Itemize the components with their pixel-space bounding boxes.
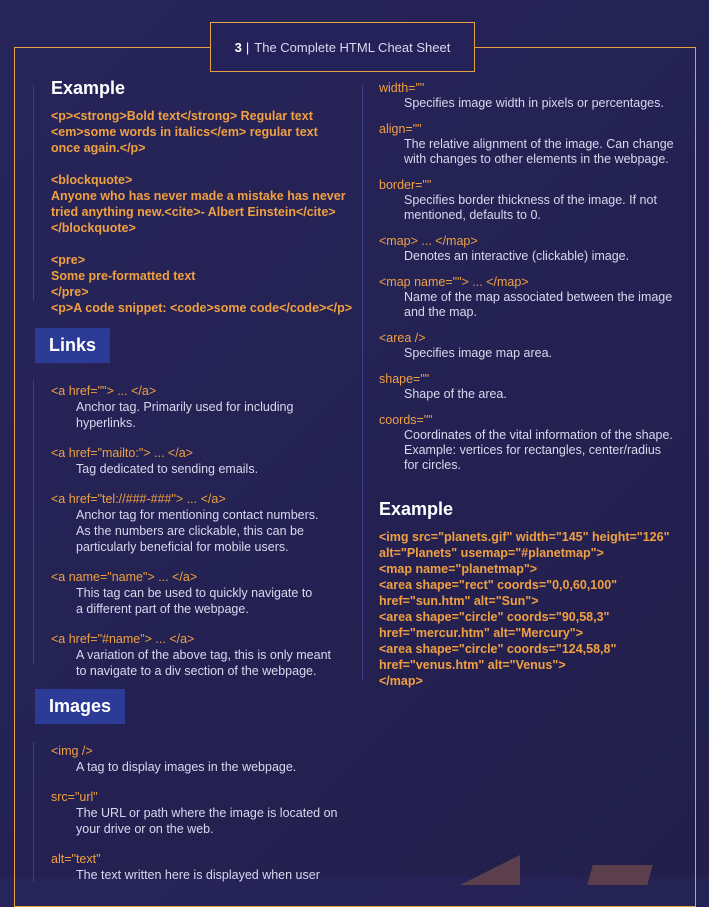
links-list: [51, 383, 351, 693]
code-line: </pre>: [51, 285, 89, 299]
tag-description: [51, 399, 351, 431]
description-line: for circles.: [404, 458, 461, 472]
description-line: Tag dedicated to sending emails.: [76, 462, 259, 476]
description-line: your drive or on the web.: [76, 822, 214, 836]
divider: [33, 380, 34, 665]
tag-name: <img />: [51, 744, 93, 758]
description-line: The URL or path where the image is located on: [76, 806, 338, 820]
description-line: Name of the map associated between the image: [404, 290, 673, 304]
code-line: tried anything new.<cite>- Albert Einstein</cite>: [51, 205, 336, 219]
description-line: and the map.: [404, 305, 477, 319]
description-line: A variation of the above tag, this is only meant: [76, 648, 332, 662]
code-line: [51, 236, 351, 252]
description-line: to navigate to a div section of the webpage.: [76, 664, 317, 678]
divider: [362, 85, 363, 680]
code-line: <img src="planets.gif" width="145" height="126": [379, 530, 670, 544]
example-heading: Example: [51, 78, 126, 98]
tag-name: <a href="tel://###-###"> ... </a>: [51, 492, 226, 506]
code-line: Some pre-formatted text: [51, 269, 196, 283]
description-line: a different part of the webpage.: [76, 602, 249, 616]
page-header: [210, 22, 475, 72]
description-line: Denotes an interactive (clickable) image.: [404, 249, 630, 263]
example-heading: Example: [379, 499, 454, 519]
tag-name: src="url": [51, 790, 98, 804]
decorative-shape: [587, 865, 652, 885]
tag-description: [379, 137, 694, 167]
tag-name: <a href="#name"> ... </a>: [51, 632, 195, 646]
image-attributes-list: [379, 81, 694, 484]
description-line: This tag can be used to quickly navigate to: [76, 586, 313, 600]
tag-name: coords="": [379, 413, 433, 427]
code-line: alt="Planets" usemap="#planetmap">: [379, 546, 604, 560]
description-line: particularly beneficial for mobile users.: [76, 540, 289, 554]
description-line: Anchor tag. Primarily used for including: [76, 400, 294, 414]
tag-description: [51, 867, 351, 883]
tag-name: width="": [379, 81, 425, 95]
description-line: As the numbers are clickable, this can be: [76, 524, 304, 538]
tag-description: [379, 290, 694, 320]
description-line: Anchor tag for mentioning contact numbers.: [76, 508, 319, 522]
description-line: mentioned, defaults to 0.: [404, 208, 541, 222]
tag-name: alt="text": [51, 852, 101, 866]
tag-name: <area />: [379, 331, 426, 345]
tag-name: <a href=""> ... </a>: [51, 384, 157, 398]
code-line: <em>some words in italics</em> regular text: [51, 125, 318, 139]
tag-description: [379, 249, 694, 264]
tag-description: [379, 193, 694, 223]
description-line: hyperlinks.: [76, 416, 136, 430]
code-line: <pre>: [51, 253, 86, 267]
code-line: <area shape="rect" coords="0,0,60,100": [379, 578, 618, 592]
tag-description: [379, 428, 694, 473]
code-line: <p>A code snippet: <code>some code</code></p>: [51, 301, 353, 315]
description-line: The text written here is displayed when user: [76, 868, 320, 882]
description-line: The relative alignment of the image. Can change: [404, 137, 674, 151]
tag-description: [51, 585, 351, 617]
right-example: [379, 501, 694, 689]
description-line: with changes to other elements in the webpage.: [404, 152, 669, 166]
tag-name: <a href="mailto:"> ... </a>: [51, 446, 193, 460]
description-line: Specifies border thickness of the image. If not: [404, 193, 657, 207]
code-line: <area shape="circle" coords="124,58,8": [379, 642, 617, 656]
images-heading: Images: [35, 689, 125, 724]
code-line: </blockquote>: [51, 221, 136, 235]
tag-description: [51, 759, 351, 775]
code-line: </map>: [379, 674, 423, 688]
divider: [33, 85, 34, 300]
tag-description: [379, 387, 694, 402]
divider: [33, 742, 34, 882]
code-line: once again.</p>: [51, 141, 146, 155]
tag-description: [51, 507, 351, 555]
page-title: The Complete HTML Cheat Sheet: [254, 39, 451, 55]
tag-name: align="": [379, 122, 422, 136]
tag-name: border="": [379, 178, 432, 192]
tag-description: [379, 96, 694, 111]
code-line: href="sun.htm" alt="Sun">: [379, 594, 539, 608]
description-line: Specifies image width in pixels or percentages.: [404, 96, 664, 110]
description-line: A tag to display images in the webpage.: [76, 760, 297, 774]
links-heading: Links: [35, 328, 110, 363]
code-line: Anyone who has never made a mistake has never: [51, 189, 346, 203]
description-line: Example: vertices for rectangles, center/radius: [404, 443, 662, 457]
separator: |: [245, 39, 250, 55]
left-example: [51, 80, 351, 316]
description-line: Shape of the area.: [404, 387, 507, 401]
code-line: href="venus.htm" alt="Venus">: [379, 658, 566, 672]
code-line: [51, 156, 351, 172]
images-list: [51, 743, 351, 897]
code-line: <map name="planetmap">: [379, 562, 538, 576]
tag-name: <a name="name"> ... </a>: [51, 570, 198, 584]
tag-description: [51, 805, 351, 837]
tag-description: [51, 647, 351, 679]
code-line: <p><strong>Bold text</strong> Regular text: [51, 109, 313, 123]
page-number: 3: [234, 39, 242, 55]
tag-description: [379, 346, 694, 361]
tag-name: <map> ... </map>: [379, 234, 478, 248]
tag-name: shape="": [379, 372, 430, 386]
tag-description: [51, 461, 351, 477]
code-line: <blockquote>: [51, 173, 133, 187]
description-line: Specifies image map area.: [404, 346, 552, 360]
description-line: Coordinates of the vital information of the shape.: [404, 428, 673, 442]
tag-name: <map name=""> ... </map>: [379, 275, 529, 289]
code-line: <area shape="circle" coords="90,58,3": [379, 610, 610, 624]
code-line: href="mercur.htm" alt="Mercury">: [379, 626, 583, 640]
